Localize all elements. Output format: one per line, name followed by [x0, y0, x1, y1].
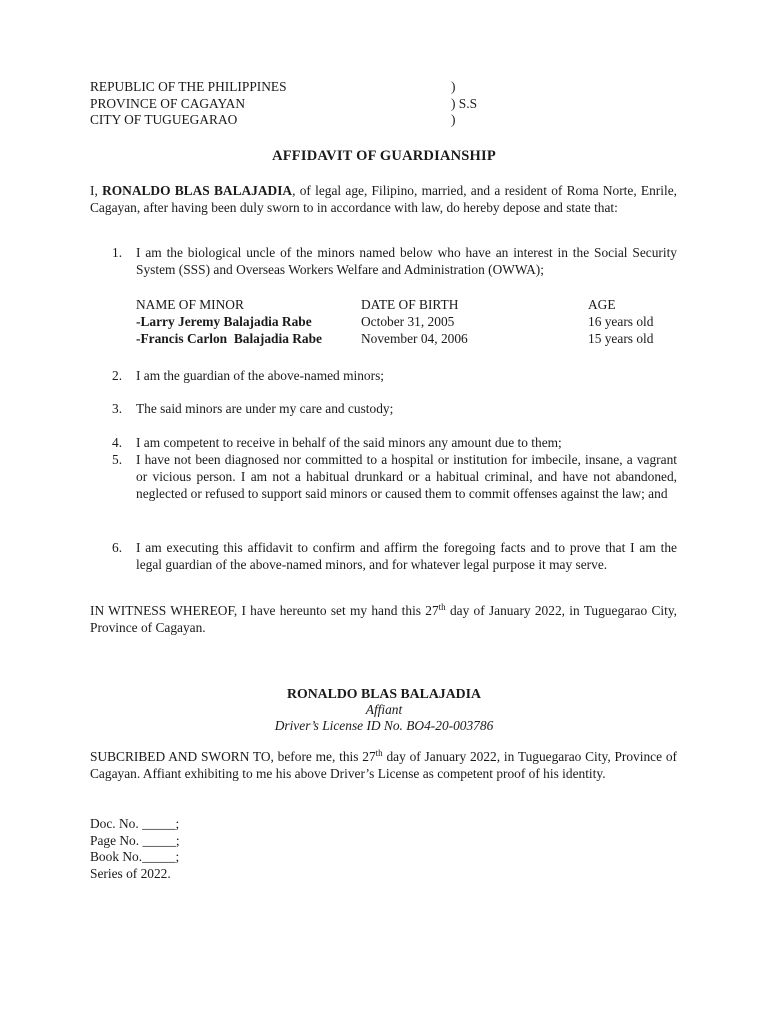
row-dash: - — [136, 314, 141, 329]
column-header-age: AGE — [588, 297, 616, 312]
minor-age: 15 years old — [588, 331, 654, 346]
statement-number: 1. — [112, 245, 123, 260]
intro-text: , of legal age, Filipino, married, and a resident of Roma Norte, Enrile, Cagayan, after having been duly sworn to in accordance with law, do hereby depose and state that: — [90, 183, 677, 215]
statement-item — [112, 400, 677, 417]
doc-number: Doc. No. _____; — [90, 816, 180, 831]
minor-name-text: Francis Carlon Balajadia Rabe — [140, 331, 322, 346]
document-title: AFFIDAVIT OF GUARDIANSHIP — [272, 148, 496, 164]
series-year: Series of 2022. — [90, 865, 171, 881]
statement-number: 5. — [112, 452, 123, 467]
table-row — [136, 330, 676, 347]
minor-name — [136, 313, 312, 330]
statement-number: 4. — [112, 435, 123, 450]
column-header-dob: DATE OF BIRTH — [361, 297, 459, 312]
statement-text: I have not been diagnosed nor committed to a hospital or institution for imbecile, insane, a vagrant or vicious person. I am not a habitual drunkard or a habitual criminal, and have not abandoned, neglected or refused to support said minors or caused them to commit offenses against the law; and — [136, 452, 677, 501]
minor-dob: November 04, 2006 — [361, 331, 468, 346]
statement-text: I am the biological uncle of the minors named below who have an interest in the Social Security System (SSS) and Overseas Workers Welfare and Administration (OWWA); — [136, 245, 677, 277]
intro-prefix: I, — [90, 183, 103, 198]
venue-line-city — [90, 111, 510, 128]
notarial-register — [90, 815, 180, 881]
table-row — [136, 313, 676, 330]
witness-clause — [90, 602, 677, 636]
venue-bracket: ) — [451, 79, 456, 94]
witness-ordinal-suffix: th — [438, 602, 446, 612]
venue-label: CITY OF TUGUEGARAO — [90, 112, 238, 127]
venue-line-province — [90, 95, 510, 112]
jurat-paragraph — [90, 748, 677, 782]
venue-label: REPUBLIC OF THE PHILIPPINES — [90, 79, 287, 94]
statement-text: The said minors are under my care and custody; — [136, 401, 394, 416]
page-number: Page No. _____; — [90, 832, 180, 848]
intro-paragraph — [90, 182, 677, 216]
statement-item — [112, 244, 677, 278]
statement-item — [112, 434, 677, 451]
minor-dob: October 31, 2005 — [361, 314, 455, 329]
statement-number: 2. — [112, 368, 123, 383]
minor-name — [136, 330, 322, 347]
statement-item — [112, 539, 677, 573]
jurat-ordinal-suffix: th — [375, 748, 383, 758]
signatory-id: Driver’s License ID No. BO4-20-003786 — [274, 718, 494, 733]
jurat-text-end: day of January 2022, in Tuguegarao City, Province of Cagayan. Affiant exhibiting to me his above Driver’s License as competent proof of his identity. — [90, 749, 677, 781]
venue-bracket: ) — [451, 112, 456, 127]
statement-item — [112, 451, 677, 502]
statement-text: I am executing this affidavit to confirm and affirm the foregoing facts and to prove that I am the legal guardian of the above-named minors, and for whatever legal purpose it may serve. — [136, 540, 677, 572]
minor-age: 16 years old — [588, 314, 654, 329]
statement-text: I am the guardian of the above-named minors; — [136, 368, 385, 383]
column-header-name: NAME OF MINOR — [136, 297, 244, 312]
signatory-role: Affiant — [365, 702, 403, 717]
jurat-text-start: SUBCRIBED AND SWORN TO, before me, this 27 — [90, 749, 376, 764]
venue-bracket: ) S.S — [451, 95, 478, 111]
statement-item — [112, 367, 677, 384]
minor-name-text: Larry Jeremy Balajadia Rabe — [140, 314, 312, 329]
row-dash: - — [136, 331, 141, 346]
statement-number: 3. — [112, 401, 123, 416]
statement-number: 6. — [112, 540, 123, 555]
book-number: Book No._____; — [90, 849, 180, 864]
witness-text-start: IN WITNESS WHEREOF, I have hereunto set my hand this 27 — [90, 603, 439, 618]
minors-table-header — [136, 296, 676, 313]
minors-table — [136, 296, 676, 347]
statement-text: I am competent to receive in behalf of the said minors any amount due to them; — [136, 435, 562, 450]
venue-caption — [90, 78, 510, 128]
signatory-name: RONALDO BLAS BALAJADIA — [287, 686, 481, 701]
venue-label: PROVINCE OF CAGAYAN — [90, 95, 246, 111]
venue-line-republic — [90, 78, 510, 95]
witness-text-end: day of January 2022, in Tuguegarao City, Province of Cagayan. — [90, 603, 677, 635]
affiant-name: RONALDO BLAS BALAJADIA — [102, 183, 293, 198]
